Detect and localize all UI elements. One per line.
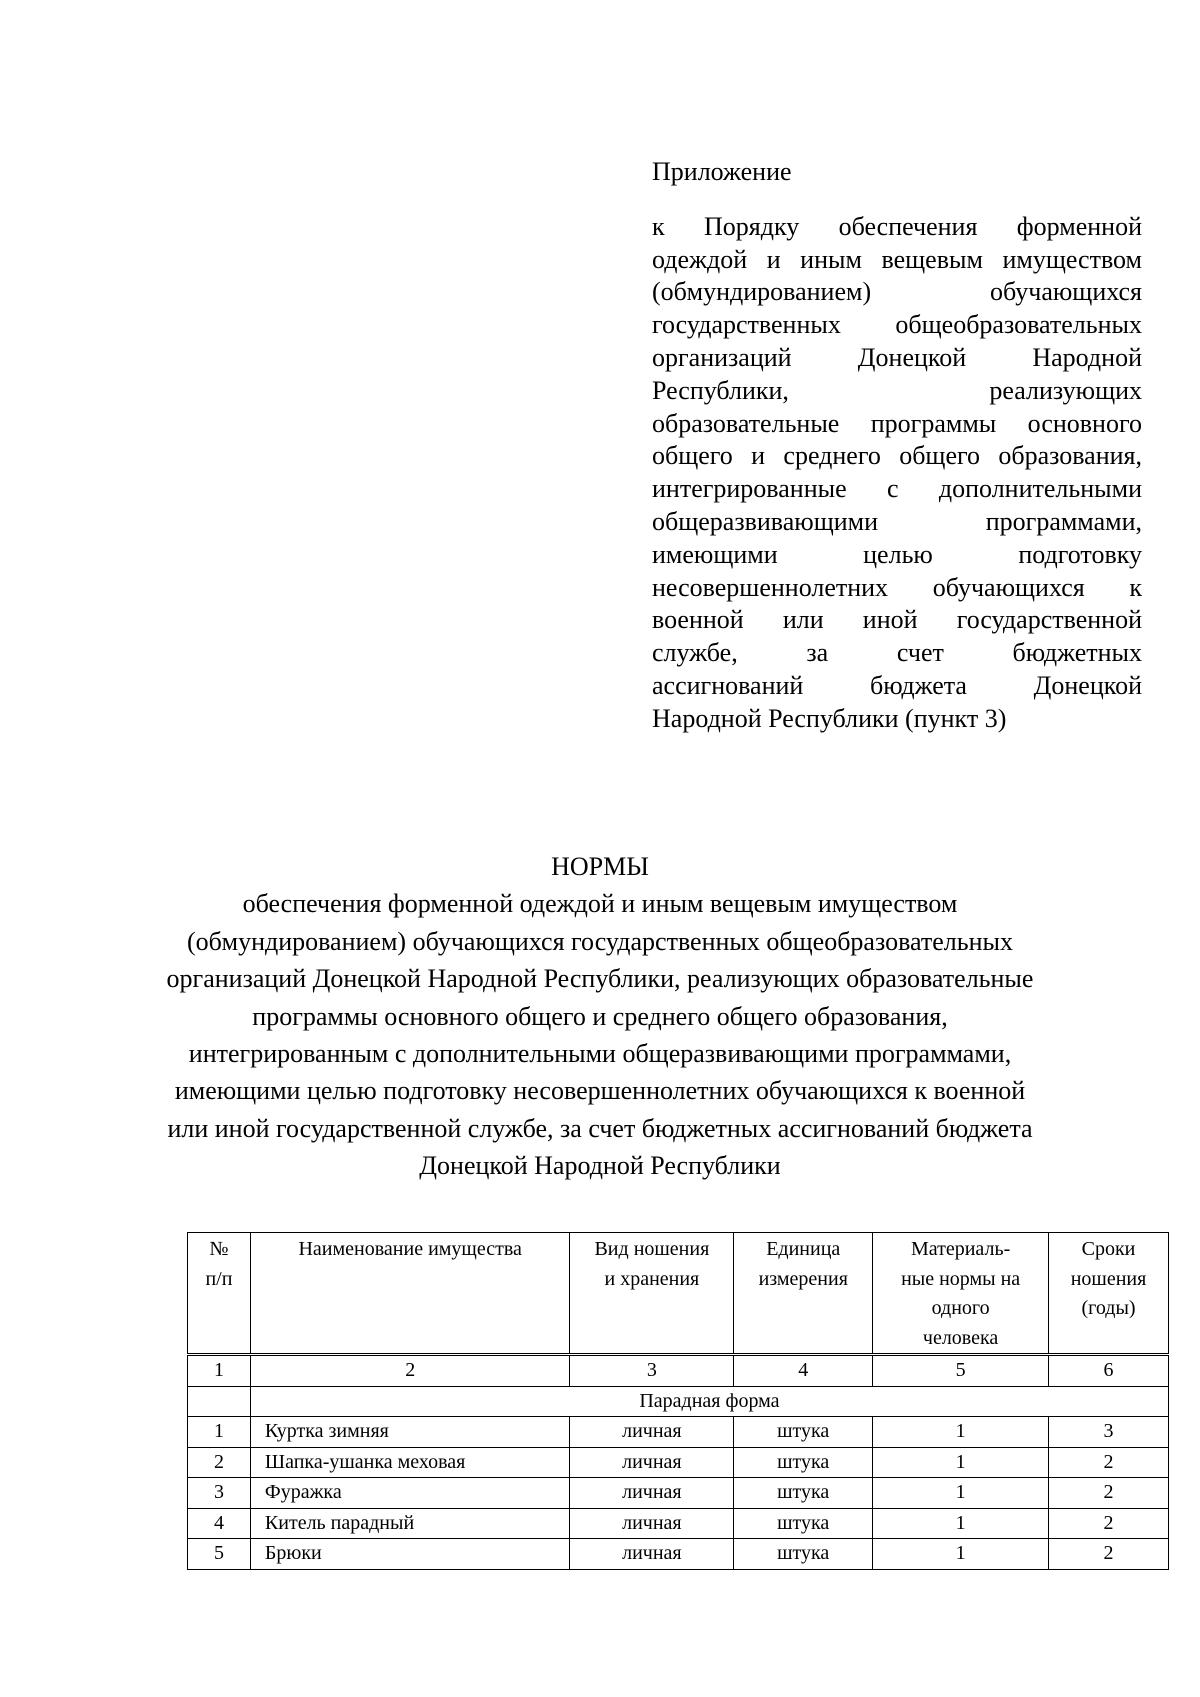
header-norms: [873, 1233, 1049, 1355]
heading-title: НОРМЫ: [551, 852, 649, 881]
column-number: 6: [1049, 1355, 1169, 1387]
heading-line: организаций Донецкой Народной Республики, реализующих образовательные: [166, 964, 1034, 994]
column-number: 5: [873, 1355, 1049, 1387]
section-number-cell: [188, 1386, 251, 1417]
wear-period: 2: [1049, 1508, 1169, 1539]
norm: 1: [873, 1447, 1049, 1478]
heading-line: обеспечения форменной одеждой и иным вещевым имуществом: [242, 889, 958, 919]
unit: штука: [734, 1539, 873, 1570]
heading-line: Донецкой Народной Республики: [419, 1151, 781, 1181]
appendix-block: [652, 156, 1142, 736]
wear-type: личная: [570, 1447, 734, 1478]
appendix-line: одеждой и иным вещевым имуществом: [652, 244, 1142, 274]
row-number: 5: [188, 1539, 251, 1570]
wear-period: 2: [1049, 1478, 1169, 1509]
appendix-line: образовательные программы основного: [652, 408, 1142, 438]
appendix-line: службе, за счет бюджетных: [652, 638, 1142, 668]
header-text: №: [209, 1238, 229, 1260]
appendix-title: Приложение: [652, 157, 792, 186]
norm: 1: [873, 1539, 1049, 1570]
header-text: Вид ношения: [594, 1238, 710, 1260]
header-item-name: [250, 1233, 570, 1355]
unit: штука: [734, 1417, 873, 1448]
norm: 1: [873, 1508, 1049, 1539]
appendix-line: имеющими целью подготовку: [652, 539, 1142, 569]
header-text: измерения: [758, 1267, 848, 1290]
appendix-line: общеразвивающими программами,: [652, 506, 1142, 536]
unit: штука: [734, 1508, 873, 1539]
wear-type: личная: [570, 1539, 734, 1570]
section-title: Парадная форма: [250, 1386, 1168, 1417]
wear-period: 3: [1049, 1417, 1169, 1448]
appendix-line: несовершеннолетних обучающихся к: [652, 572, 1142, 602]
appendix-line: (обмундированием) обучающихся: [652, 277, 1142, 307]
header-text: Сроки: [1081, 1238, 1136, 1260]
column-number: 1: [188, 1355, 251, 1387]
item-name: Брюки: [250, 1539, 570, 1570]
appendix-line: военной или иной государственной: [652, 605, 1142, 635]
table-row: [188, 1539, 1169, 1570]
table-row: [188, 1417, 1169, 1448]
appendix-line: ассигнований бюджета Донецкой: [652, 670, 1142, 700]
appendix-line: интегрированные с дополнительными: [652, 474, 1142, 504]
header-text: Единица: [766, 1238, 841, 1260]
heading-line: интегрированным с дополнительными общеразвивающими программами,: [188, 1039, 1012, 1069]
heading-line: программы основного общего и среднего общего образования,: [252, 1001, 948, 1031]
appendix-line: Народной Республики (пункт 3): [652, 703, 1007, 733]
header-text: и хранения: [604, 1267, 700, 1290]
column-number: 3: [570, 1355, 734, 1387]
norm: 1: [873, 1478, 1049, 1509]
heading-line: имеющими целью подготовку несовершеннолетних обучающихся к военной: [174, 1076, 1026, 1106]
item-name: Куртка зимняя: [250, 1417, 570, 1448]
row-number: 1: [188, 1417, 251, 1448]
heading-line: или иной государственной службе, за счет бюджетных ассигнований бюджета: [167, 1113, 1033, 1143]
column-number: 2: [250, 1355, 570, 1387]
row-number: 3: [188, 1478, 251, 1509]
section-row: [188, 1386, 1169, 1417]
header-text: человека: [922, 1326, 999, 1349]
appendix-text: [652, 211, 1142, 736]
table-row: [188, 1447, 1169, 1478]
appendix-line: к Порядку обеспечения форменной: [652, 211, 1142, 241]
column-number-row: [188, 1355, 1169, 1387]
norms-table: [187, 1232, 1169, 1570]
appendix-line: Республики, реализующих: [652, 375, 1142, 405]
wear-type: личная: [570, 1417, 734, 1448]
unit: штука: [734, 1447, 873, 1478]
header-text: ные нормы на: [901, 1267, 1021, 1290]
heading-line: (обмундированием) обучающихся государственных общеобразовательных: [186, 926, 1013, 956]
wear-period: 2: [1049, 1447, 1169, 1478]
header-wear-period: [1049, 1233, 1169, 1355]
item-name: Фуражка: [250, 1478, 570, 1509]
table-row: [188, 1478, 1169, 1509]
column-number: 4: [734, 1355, 873, 1387]
document-heading: [100, 848, 1100, 1185]
norm: 1: [873, 1417, 1049, 1448]
header-wear-type: [570, 1233, 734, 1355]
wear-type: личная: [570, 1508, 734, 1539]
header-text: Материаль-: [910, 1238, 1011, 1260]
header-text: ношения: [1070, 1267, 1147, 1290]
appendix-line: общего и среднего общего образования,: [652, 441, 1142, 471]
appendix-line: государственных общеобразовательных: [652, 310, 1142, 340]
header-text: (годы): [1081, 1297, 1136, 1319]
header-text: п/п: [205, 1267, 233, 1290]
row-number: 4: [188, 1508, 251, 1539]
item-name: Шапка-ушанка меховая: [250, 1447, 570, 1478]
row-number: 2: [188, 1447, 251, 1478]
table-row: [188, 1508, 1169, 1539]
table-header-row: [188, 1233, 1169, 1355]
item-name: Китель парадный: [250, 1508, 570, 1539]
wear-period: 2: [1049, 1539, 1169, 1570]
header-text: одного: [931, 1297, 990, 1319]
wear-type: личная: [570, 1478, 734, 1509]
header-unit: [734, 1233, 873, 1355]
appendix-line: организаций Донецкой Народной: [652, 342, 1142, 372]
header-number: [188, 1233, 251, 1355]
header-text: Наименование имущества: [298, 1238, 522, 1260]
unit: штука: [734, 1478, 873, 1509]
